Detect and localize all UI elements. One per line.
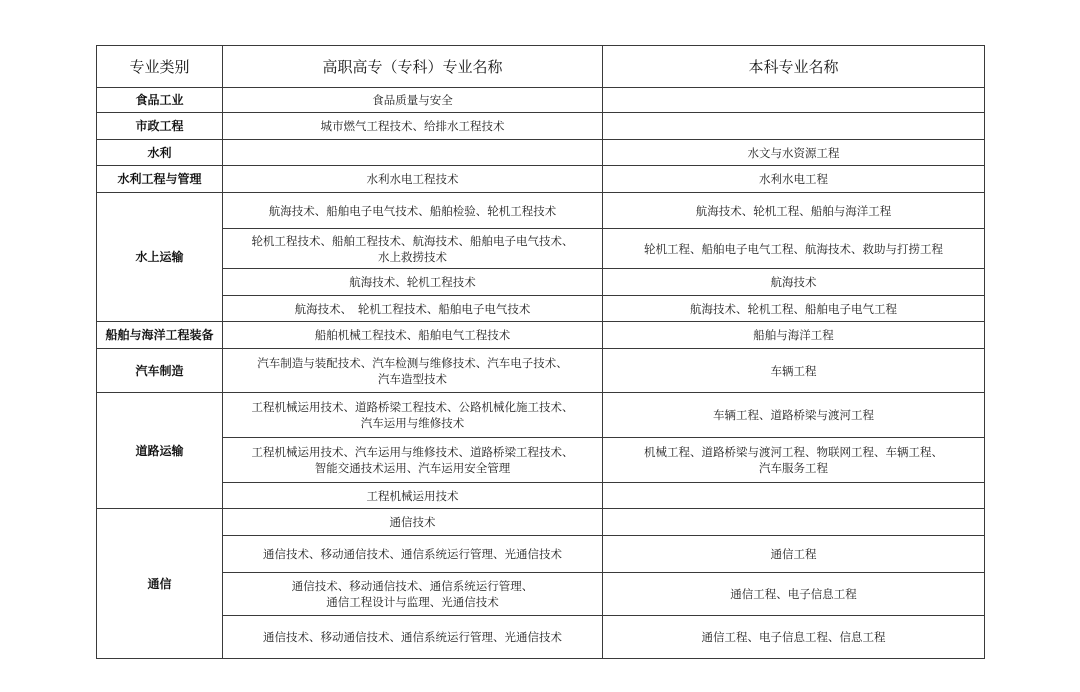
table-row [97, 616, 985, 659]
undergrad-cell: 水文与水资源工程 [603, 140, 985, 166]
vocational-cell: 通信技术、移动通信技术、通信系统运行管理、光通信技术 [223, 616, 603, 659]
table-row [97, 166, 985, 193]
vocational-cell: 航海技术、轮机工程技术 [223, 269, 603, 296]
undergrad-cell: 车辆工程、道路桥梁与渡河工程 [603, 393, 985, 438]
undergrad-cell: 机械工程、道路桥梁与渡河工程、物联网工程、车辆工程、 汽车服务工程 [603, 438, 985, 483]
vocational-cell: 工程机械运用技术、道路桥梁工程技术、公路机械化施工技术、 汽车运用与维修技术 [223, 393, 603, 438]
vocational-cell: 航海技术、船舶电子电气技术、船舶检验、轮机工程技术 [223, 193, 603, 229]
undergrad-cell: 航海技术、轮机工程、船舶电子电气工程 [603, 296, 985, 322]
undergrad-cell: 通信工程、电子信息工程 [603, 573, 985, 616]
category-cell: 汽车制造 [97, 349, 223, 393]
vocational-cell: 船舶机械工程技术、船舶电气工程技术 [223, 322, 603, 349]
undergrad-cell: 航海技术 [603, 269, 985, 296]
table-row [97, 229, 985, 269]
undergrad-cell [603, 509, 985, 536]
category-cell: 食品工业 [97, 88, 223, 113]
undergrad-cell: 轮机工程、船舶电子电气工程、航海技术、救助与打捞工程 [603, 229, 985, 269]
table-row [97, 573, 985, 616]
table-row [97, 322, 985, 349]
undergrad-cell [603, 483, 985, 509]
table-row [97, 269, 985, 296]
vocational-cell: 通信技术、移动通信技术、通信系统运行管理、光通信技术 [223, 536, 603, 573]
vocational-cell: 城市燃气工程技术、给排水工程技术 [223, 113, 603, 140]
vocational-cell: 水利水电工程技术 [223, 166, 603, 193]
header-vocational: 高职高专（专科）专业名称 [223, 46, 603, 88]
category-cell: 水利工程与管理 [97, 166, 223, 193]
category-cell: 水利 [97, 140, 223, 166]
undergrad-cell [603, 88, 985, 113]
header-row [97, 46, 985, 88]
undergrad-cell: 水利水电工程 [603, 166, 985, 193]
header-category: 专业类别 [97, 46, 223, 88]
category-cell: 船舶与海洋工程装备 [97, 322, 223, 349]
vocational-cell: 汽车制造与装配技术、汽车检测与维修技术、汽车电子技术、 汽车造型技术 [223, 349, 603, 393]
table-row [97, 88, 985, 113]
vocational-cell: 航海技术、 轮机工程技术、船舶电子电气技术 [223, 296, 603, 322]
vocational-cell: 工程机械运用技术 [223, 483, 603, 509]
undergrad-cell: 车辆工程 [603, 349, 985, 393]
table-row [97, 349, 985, 393]
table-row [97, 140, 985, 166]
vocational-cell: 工程机械运用技术、汽车运用与维修技术、道路桥梁工程技术、 智能交通技术运用、汽车运用安全管理 [223, 438, 603, 483]
vocational-cell: 通信技术 [223, 509, 603, 536]
vocational-cell: 轮机工程技术、船舶工程技术、航海技术、船舶电子电气技术、 水上救捞技术 [223, 229, 603, 269]
category-cell: 道路运输 [97, 393, 223, 509]
table-row [97, 193, 985, 229]
undergrad-cell: 通信工程 [603, 536, 985, 573]
table-row [97, 483, 985, 509]
undergrad-cell: 通信工程、电子信息工程、信息工程 [603, 616, 985, 659]
vocational-cell: 通信技术、移动通信技术、通信系统运行管理、 通信工程设计与监理、光通信技术 [223, 573, 603, 616]
undergrad-cell [603, 113, 985, 140]
table-row [97, 509, 985, 536]
table-row [97, 113, 985, 140]
undergrad-cell: 船舶与海洋工程 [603, 322, 985, 349]
vocational-cell: 食品质量与安全 [223, 88, 603, 113]
category-cell: 水上运输 [97, 193, 223, 322]
category-cell: 市政工程 [97, 113, 223, 140]
undergrad-cell: 航海技术、轮机工程、船舶与海洋工程 [603, 193, 985, 229]
table-row [97, 393, 985, 438]
vocational-cell [223, 140, 603, 166]
table-row [97, 438, 985, 483]
header-undergrad: 本科专业名称 [603, 46, 985, 88]
table-row [97, 536, 985, 573]
majors-table [96, 45, 985, 659]
table-row [97, 296, 985, 322]
category-cell: 通信 [97, 509, 223, 659]
